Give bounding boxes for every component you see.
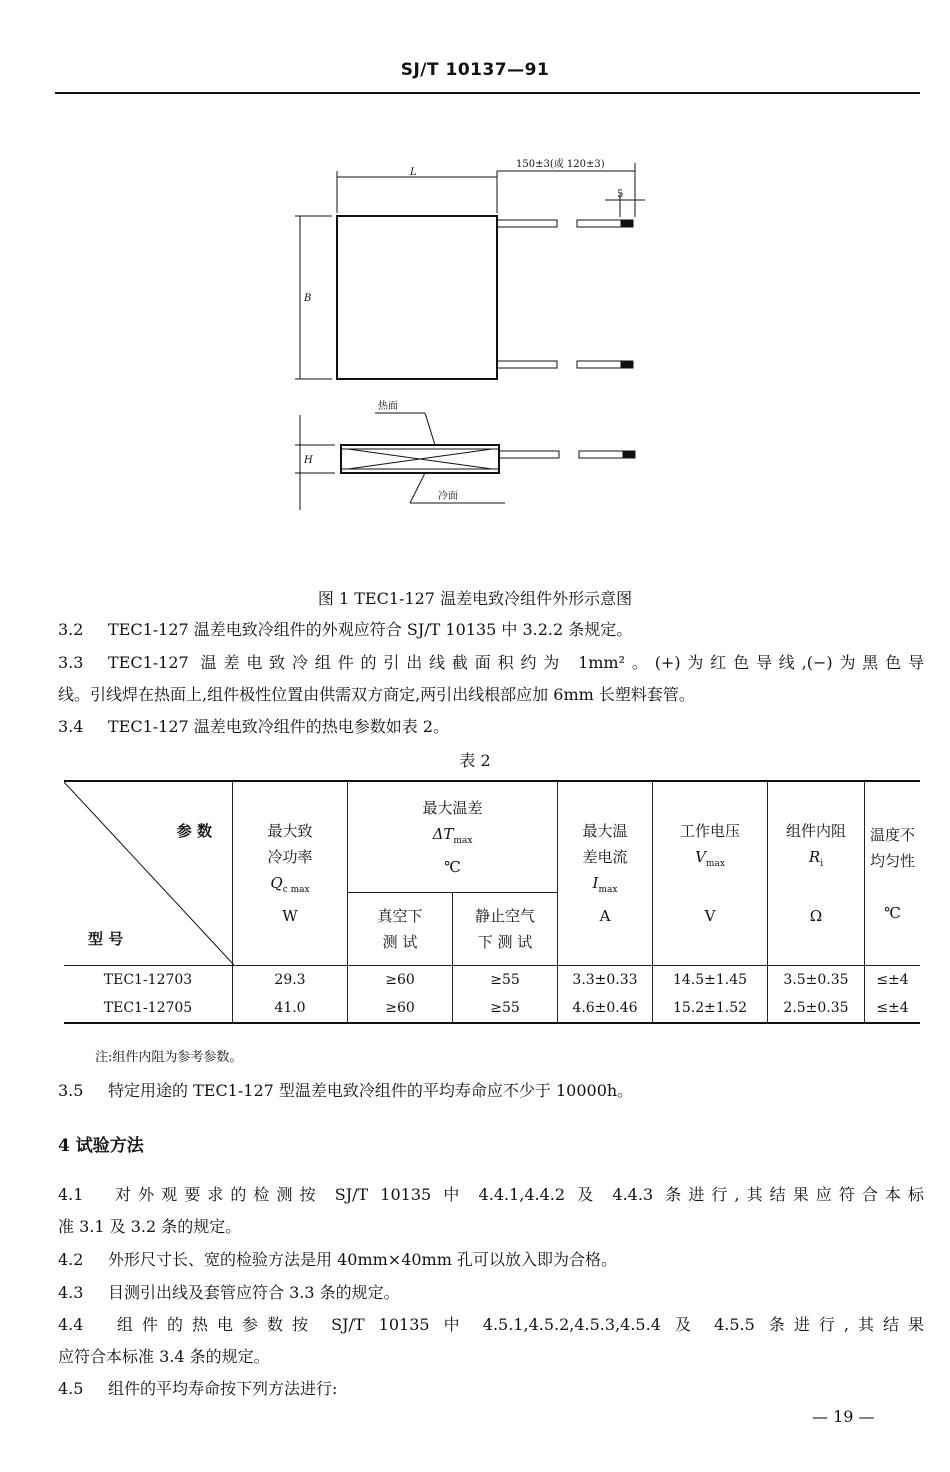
dt-air-line1: 静止空气: [474, 907, 535, 925]
cell-dt-vacuum: ≥60: [348, 966, 453, 995]
clause-number: 3.3: [58, 653, 84, 672]
table-note: 注:组件内阻为参考参数。: [95, 1050, 243, 1065]
table-2-caption: 表 2: [459, 751, 491, 770]
r-line1: 组件内阻: [785, 822, 846, 840]
v-line1: 工作电压: [679, 822, 740, 840]
clause-4-4-cont: 应符合本标准 3.4 条的规定。: [58, 1347, 270, 1366]
dt-symbol: ΔT: [432, 824, 454, 843]
clause-text: TEC1-127 温差电致冷组件的热电参数如表 2。: [108, 717, 450, 736]
clause-number: 4.2: [58, 1250, 84, 1269]
figure-1-diagram: [270, 145, 660, 515]
clause-text: 对外观要求的检测按 SJ/T 10135 中 4.4.1,4.4.2 及 4.4.3 条进行,其结果应符合本标: [108, 1185, 924, 1204]
v-symbol: V: [695, 848, 706, 866]
clause-4-3: [58, 1278, 924, 1307]
col-header-dt-vacuum: [348, 893, 453, 966]
imax-unit: A: [599, 907, 611, 925]
col-header-v: [653, 781, 768, 966]
cell-dt-air: ≥55: [453, 966, 558, 995]
clause-number: 3.2: [58, 620, 84, 639]
col-header-t: [865, 781, 921, 966]
t-line2: 均匀性: [869, 851, 915, 870]
qc-symbol: Q: [270, 874, 283, 892]
clause-text: 组件的平均寿命按下列方法进行:: [108, 1379, 338, 1398]
cell-v: 14.5±1.45: [653, 966, 768, 995]
corner-model-label: 型 号: [88, 930, 124, 948]
col-header-qc: [233, 781, 348, 966]
col-header-dt: [348, 781, 558, 893]
clause-4-4: [58, 1310, 924, 1339]
page-number: — 19 —: [812, 1407, 875, 1426]
dt-subscript: max: [453, 835, 473, 846]
r-symbol: R: [808, 848, 821, 866]
cell-imax: 3.3±0.33: [558, 966, 653, 995]
clause-4-5: [58, 1374, 924, 1403]
clause-4-1-cont: 准 3.1 及 3.2 条的规定。: [58, 1217, 242, 1236]
clause-text: 特定用途的 TEC1-127 型温差电致冷组件的平均寿命应不少于 10000h。: [108, 1081, 634, 1100]
figure-label-height: H: [304, 455, 313, 466]
cell-dt-vacuum: ≥60: [348, 994, 453, 1023]
figure-label-hot-side: 热面: [378, 401, 398, 412]
cell-t: ≤±4: [865, 966, 921, 995]
v-unit: V: [704, 907, 716, 925]
clause-3-2: [58, 615, 924, 644]
dt-line1: 最大温差: [422, 798, 483, 817]
qc-line1: 最大致: [267, 822, 313, 840]
cell-dt-air: ≥55: [453, 994, 558, 1023]
clause-text: TEC1-127 温差电致冷组件的引出线截面积约为 1mm²。(+)为红色导线,(−)为黑色导: [108, 653, 924, 672]
dt-air-line2: 下 测 试: [477, 933, 533, 951]
clause-3-5: [58, 1076, 924, 1105]
figure-1-caption: 图 1 TEC1-127 温差电致冷组件外形示意图: [317, 589, 633, 608]
clause-text: 外形尺寸长、宽的检验方法是用 40mm×40mm 孔可以放入即为合格。: [108, 1250, 617, 1269]
t-line1: 温度不: [869, 825, 915, 844]
table-row: [64, 966, 920, 995]
table-2: [64, 780, 920, 1024]
col-header-imax: [558, 781, 653, 966]
clause-text: 组件的热电参数按 SJ/T 10135 中 4.5.1,4.5.2,4.5.3,4.5.4 及 4.5.5 条进行,其结果: [108, 1315, 924, 1334]
clause-number: 4.3: [58, 1283, 84, 1302]
clause-number: 4.5: [58, 1379, 84, 1398]
doc-number-header: SJ/T 10137—91: [400, 60, 550, 80]
cell-model: TEC1-12705: [64, 994, 233, 1023]
clause-4-1: [58, 1180, 924, 1209]
v-subscript: max: [705, 859, 725, 869]
figure-label-lead-length: 150±3(或 120±3): [516, 159, 605, 170]
dt-vac-line2: 测 试: [382, 933, 418, 951]
clause-number: 4.4: [58, 1315, 84, 1334]
clause-3-3-cont: 线。引线焊在热面上,组件极性位置由供需双方商定,两引出线根部应加 6mm 长塑料套管。: [58, 685, 695, 704]
section-4-title: 4 试验方法: [58, 1136, 144, 1156]
corner-param-label: 参 数: [176, 822, 212, 840]
cell-v: 15.2±1.52: [653, 994, 768, 1023]
imax-line1: 最大温: [582, 822, 628, 840]
clause-text: TEC1-127 温差电致冷组件的外观应符合 SJ/T 10135 中 3.2.2 条规定。: [108, 620, 633, 639]
figure-label-lead-tip: 5: [617, 189, 624, 200]
figure-label-width: B: [304, 293, 312, 304]
module-top-view: [337, 216, 497, 379]
imax-line2: 差电流: [582, 848, 628, 866]
clause-text: 目测引出线及套管应符合 3.3 条的规定。: [108, 1283, 400, 1302]
qc-unit: W: [282, 907, 298, 925]
qc-line2: 冷功率: [267, 848, 313, 866]
table-corner-cell: [64, 781, 233, 966]
r-subscript: i: [820, 859, 824, 869]
cell-t: ≤±4: [865, 994, 921, 1023]
cell-qc: 29.3: [233, 966, 348, 995]
cell-r: 2.5±0.35: [768, 994, 865, 1023]
clause-4-2: [58, 1245, 924, 1274]
clause-3-4: [58, 712, 924, 741]
col-header-dt-air: [453, 893, 558, 966]
figure-label-length: L: [410, 167, 417, 178]
t-unit: ℃: [884, 903, 901, 922]
clause-3-3: [58, 648, 924, 677]
dt-unit: ℃: [444, 857, 461, 876]
r-unit: Ω: [809, 907, 823, 925]
cell-r: 3.5±0.35: [768, 966, 865, 995]
clause-number: 3.4: [58, 717, 84, 736]
imax-symbol: I: [592, 874, 599, 892]
clause-number: 3.5: [58, 1081, 84, 1100]
clause-number: 4.1: [58, 1185, 84, 1204]
cell-imax: 4.6±0.46: [558, 994, 653, 1023]
header-rule: [55, 92, 920, 94]
figure-label-cold-side: 冷面: [438, 491, 458, 502]
imax-subscript: max: [598, 885, 618, 895]
cell-qc: 41.0: [233, 994, 348, 1023]
col-header-r: [768, 781, 865, 966]
table-header-row: [64, 781, 920, 893]
dt-vac-line1: 真空下: [377, 907, 423, 925]
cell-model: TEC1-12703: [64, 966, 233, 995]
table-row: [64, 994, 920, 1023]
qc-subscript: c max: [282, 885, 310, 895]
